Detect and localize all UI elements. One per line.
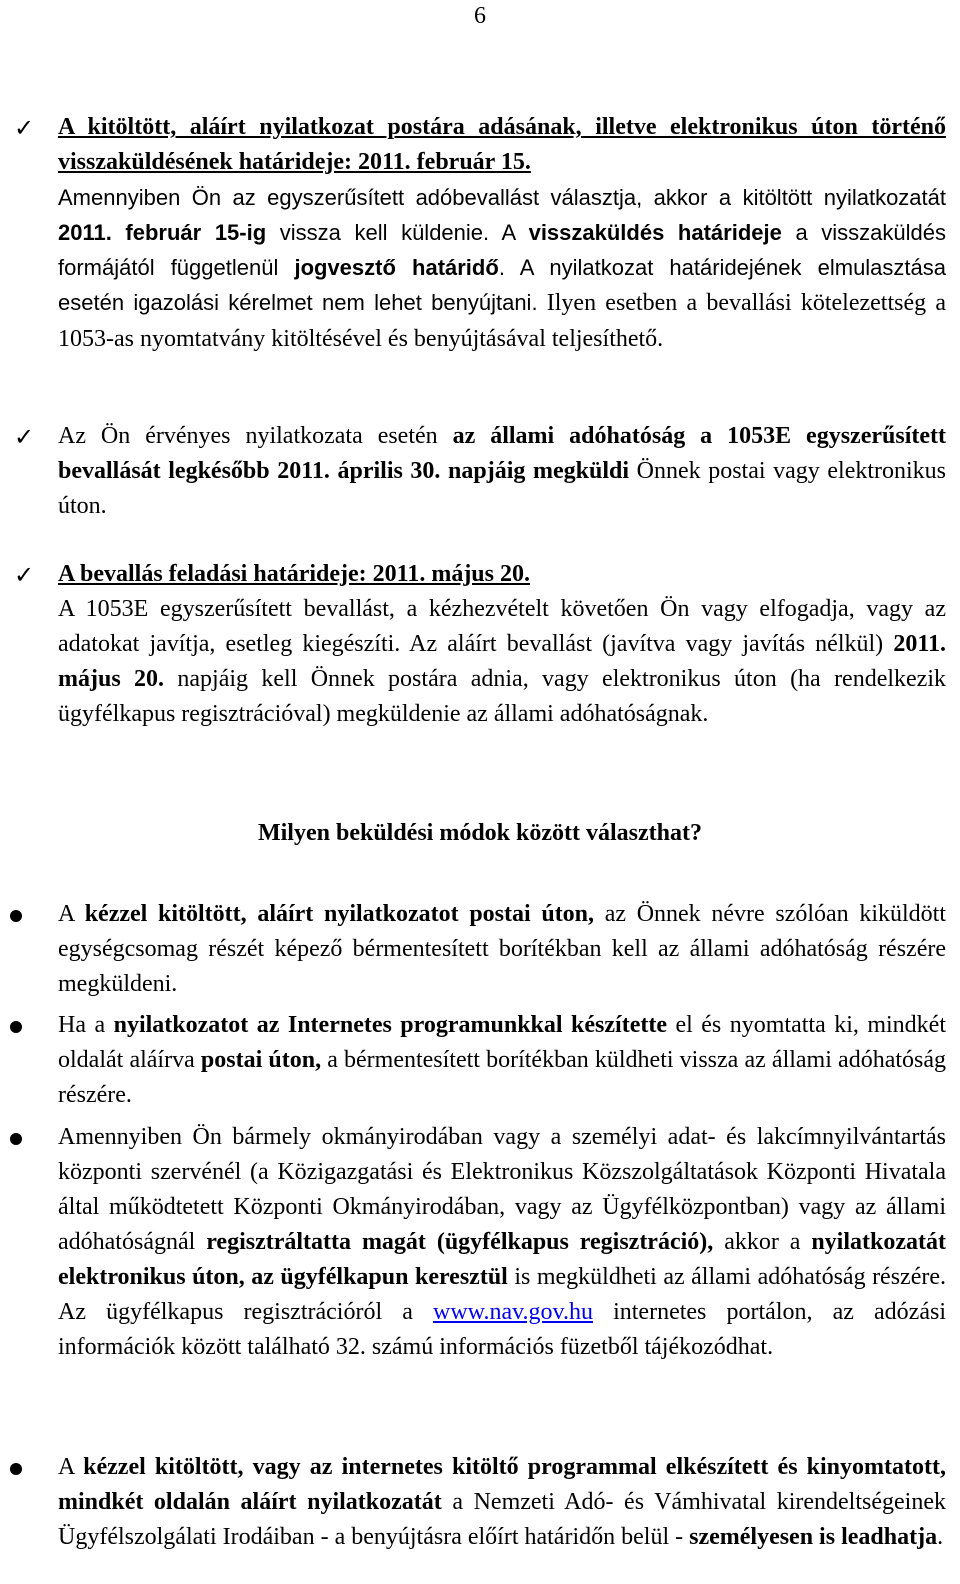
tax-authority-sending-section <box>58 419 946 524</box>
return-deadline-title: A kitöltött, aláírt nyilatkozat postára adásának, illetve elektronikus úton történő visszaküldésének határideje: 2011. február 15. <box>58 114 946 175</box>
filing-deadline-title: A bevallás feladási határideje: 2011. május 20. <box>58 561 530 587</box>
bullet-icon <box>10 1133 22 1145</box>
personal-submission-text: A kézzel kitöltött, vagy az internetes kitöltő programmal elkészített és kinyomtatott, mindkét oldalán aláírt nyilatkozatát a Nemzeti Adó- és Vámhivatal kirendeltségeinek Ügyfélszolgálati Irodáiban - a benyújtásra előírt határidőn belül - személyesen is leadhatja. <box>58 1454 946 1550</box>
checkmark-icon: ✓ <box>14 423 35 451</box>
postal-submission-item <box>58 897 946 1002</box>
internet-program-text: Ha a nyilatkozatot az Internetes programunkkal készítette el és nyomtatta ki, mindkét oldalát aláírva postai úton, a bérmentesített borítékban küldheti vissza az állami adóhatóság részére. <box>58 1012 947 1108</box>
page-number: 6 <box>474 3 486 29</box>
filing-deadline-text: A 1053E egyszerűsített bevallást, a kézhezvételt követően Ön vagy elfogadja, vagy az adatokat javítja, esetleg kiegészíti. Az aláírt bevallást (javítva vagy javítás nélkül) 2011. május 20. napjáig kell Önnek postára adnia, vagy elektronikus úton (ha rendelkezik ügyfélkapus regisztrációval) megküldenie az állami adóhatóságnak. <box>58 596 947 727</box>
filing-deadline-section <box>58 557 946 732</box>
bullet-icon <box>10 910 22 922</box>
nav-website-link[interactable]: www.nav.gov.hu <box>433 1299 593 1325</box>
postal-submission-text: A kézzel kitöltött, aláírt nyilatkozatot postai úton, az Önnek névre szólóan kiküldött egységcsomag részét képező bérmentesített borítékban kell az állami adóhatóság részére megküldeni. <box>58 901 946 997</box>
personal-submission-item <box>58 1450 946 1555</box>
tax-authority-sending-text: Az Ön érvényes nyilatkozata esetén az állami adóhatóság a 1053E egyszerűsített bevallását legkésőbb 2011. április 30. napjáig megküldi Önnek postai vagy elektronikus úton. <box>58 423 947 519</box>
checkmark-icon: ✓ <box>14 114 35 142</box>
checkmark-icon: ✓ <box>14 561 35 589</box>
deadline-return-section <box>58 110 946 357</box>
internet-program-item <box>58 1008 946 1113</box>
bullet-icon <box>10 1463 22 1475</box>
bullet-icon <box>10 1021 22 1033</box>
section-heading: Milyen beküldési módok között választhat? <box>257 820 703 846</box>
electronic-submission-item <box>58 1120 946 1365</box>
electronic-submission-text: Amennyiben Ön bármely okmányirodában vagy a személyi adat- és lakcímnyilvántartás központi szervénél (a Közigazgatási és Elektronikus Közszolgáltatások Központi Hivatala által működtetett Központi Okmányirodában, vagy az Ügyfélközpontban) vagy az állami adóhatóságnál regisztráltatta magát (ügyfélkapus regisztráció), akkor a nyilatkozatát elektronikus úton, az ügyfélkapun keresztül is megküldheti az állami adóhatóság részére. Az ügyfélkapus regisztrációról a www.nav.gov.hu internetes portálon, az adózási információk között található 32. számú információs füzetből tájékozódhat. <box>58 1124 946 1360</box>
return-deadline-text: Amennyiben Ön az egyszerűsített adóbevallást választja, akkor a kitöltött nyilatkozatát 2011. február 15-ig vissza kell küldenie. A visszaküldés határideje a visszaküldés formájától függetlenül jogvesztő határidő. A nyilatkozat határidejének elmulasztása esetén igazolási kérelmet nem lehet benyújtani. Ilyen esetben a bevallási kötelezettség a 1053-as nyomtatvány kitöltésével és benyújtásával teljesíthető. <box>58 185 947 352</box>
